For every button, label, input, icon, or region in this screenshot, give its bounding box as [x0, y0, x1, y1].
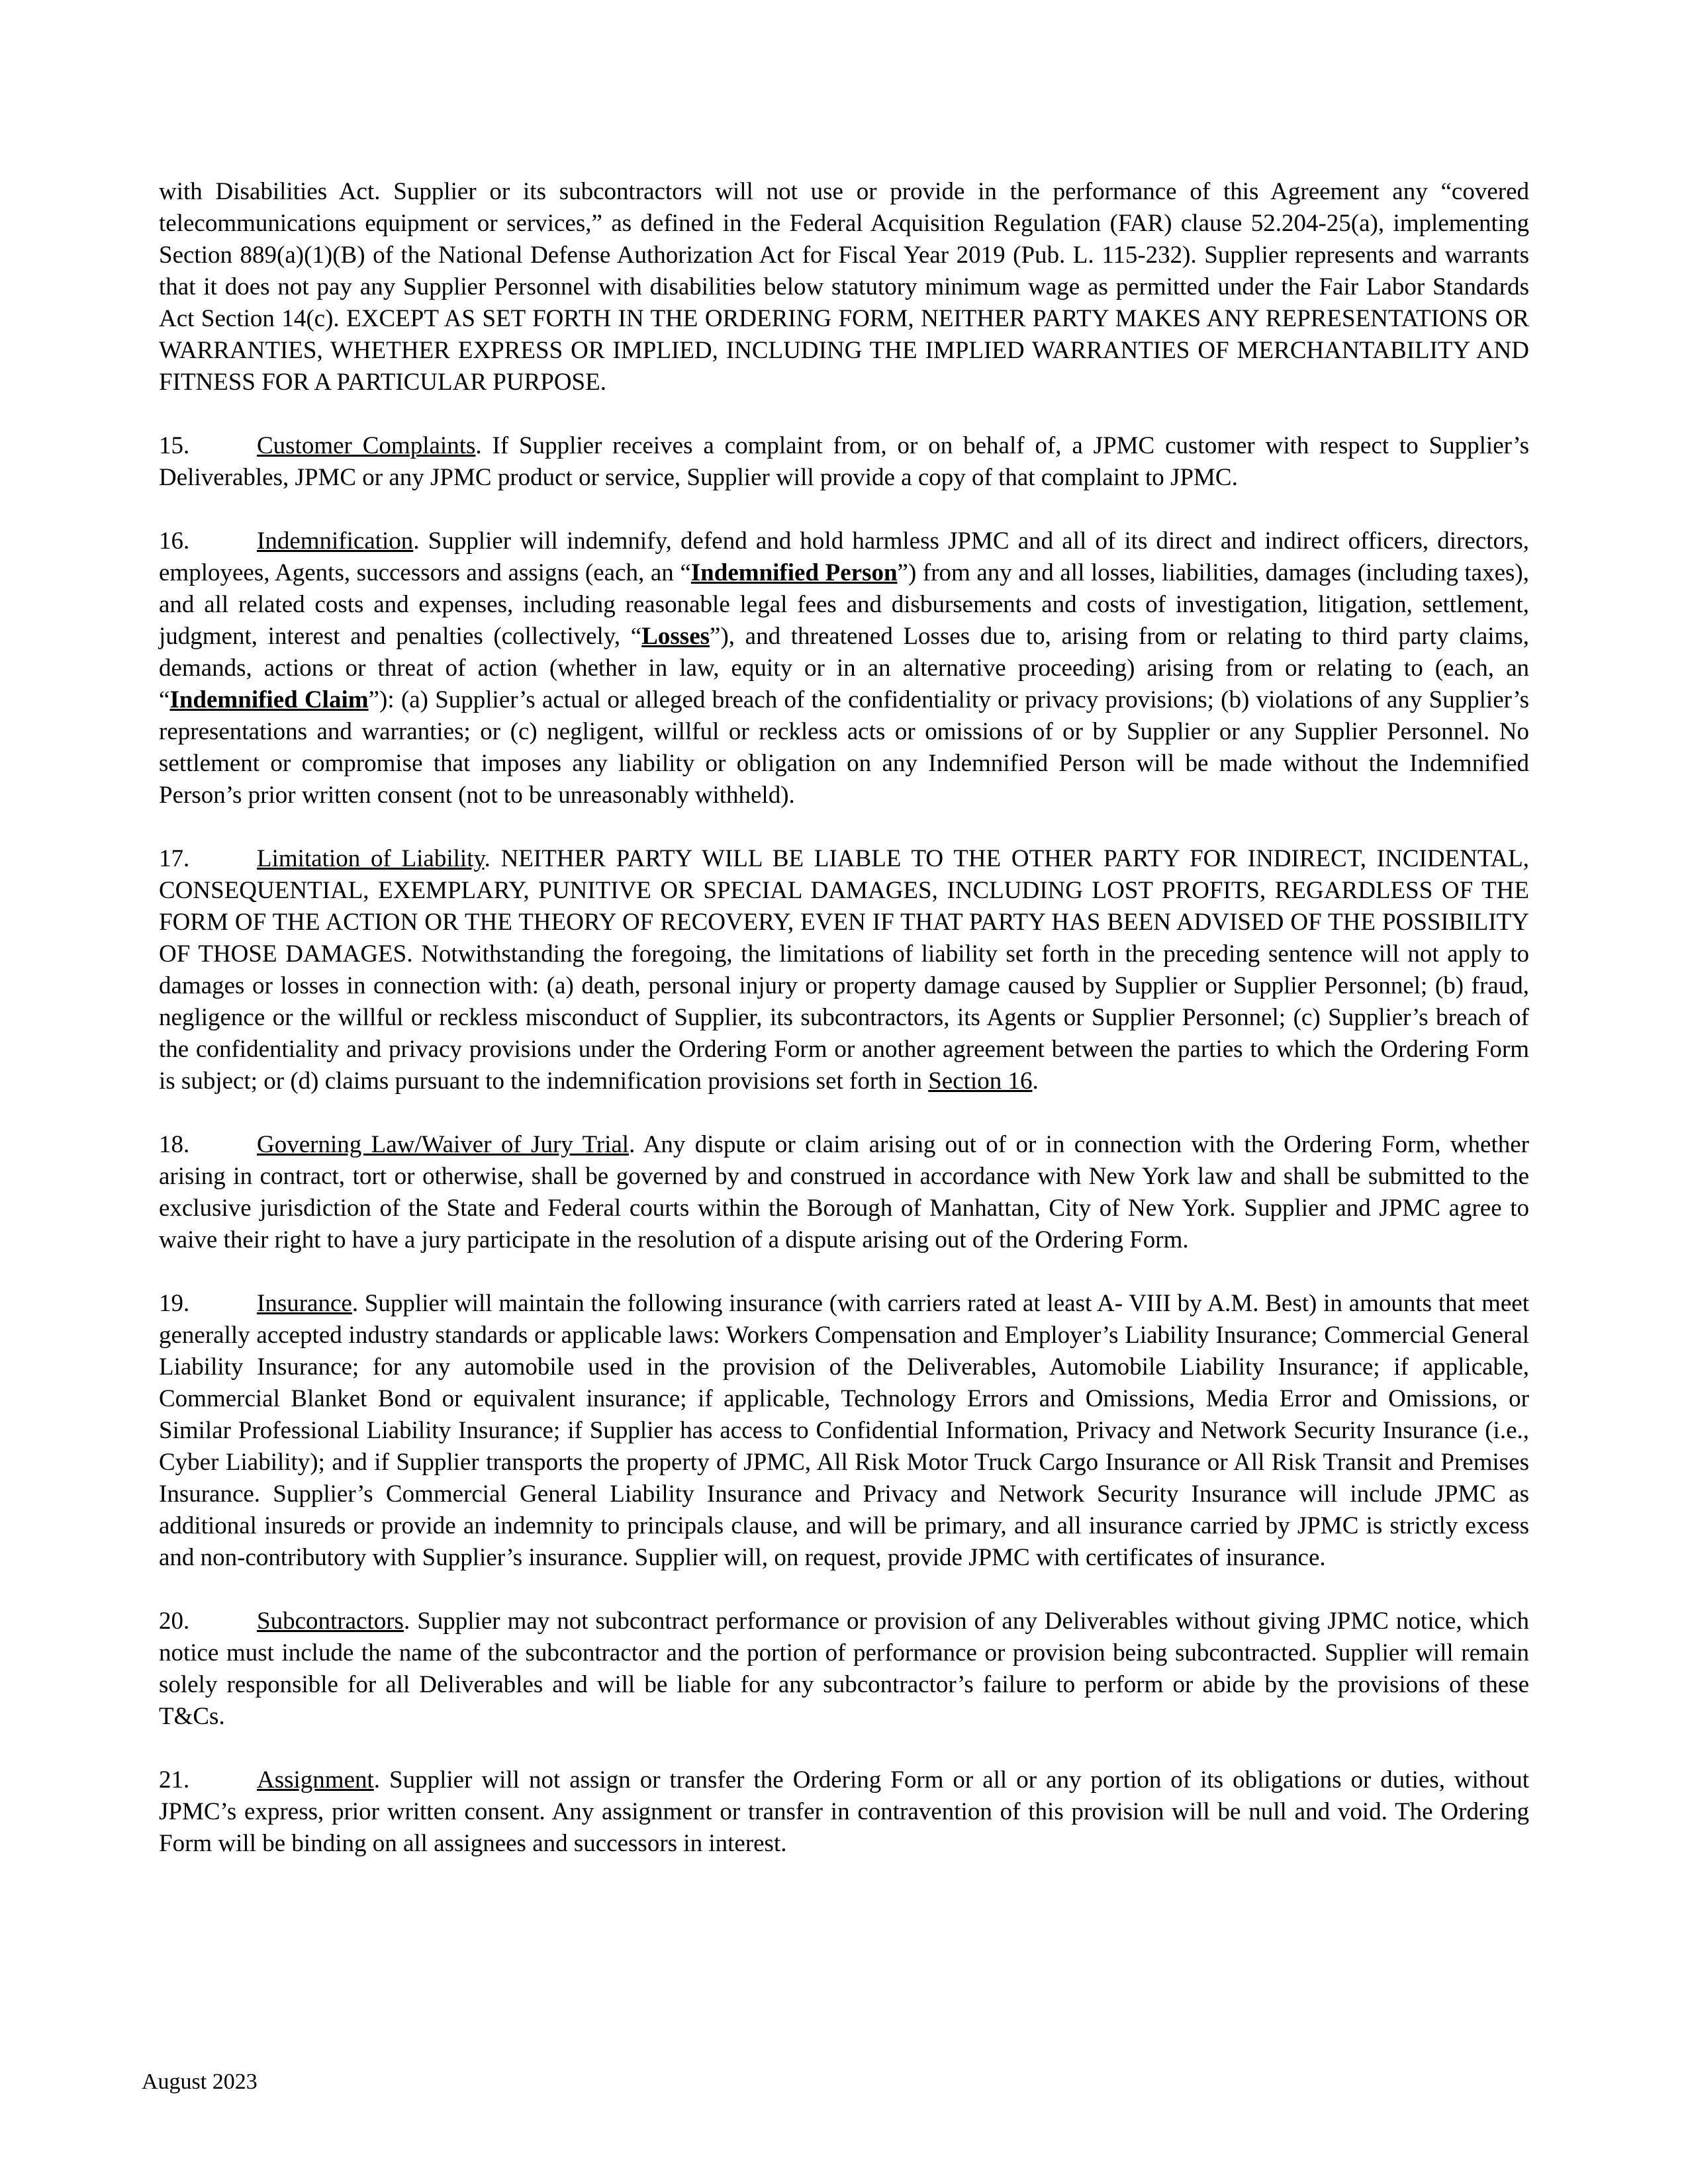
- defined-term: Indemnified Person: [690, 559, 898, 586]
- section-text: ”): (a) Supplier’s actual or alleged breach of the confidentiality or privacy provisions; (b) violations of any Supplier’s representations and warranties; or (c) negligent, willful or reckless acts or omissions of or by Supplier or any Supplier Personnel. No settlement or compromise that imposes any liability or obligation on any Indemnified Person will be made without the Indemnified Person’s prior written consent (not to be unreasonably withheld).: [159, 686, 1530, 809]
- section-number: 19.: [159, 1290, 190, 1317]
- section-19: [159, 1288, 1529, 1574]
- section-number: 16.: [159, 527, 190, 555]
- section-cross-reference: Section 16: [928, 1068, 1033, 1095]
- section-18: [159, 1129, 1529, 1256]
- section-heading: Assignment: [257, 1766, 374, 1794]
- section-number: 20.: [159, 1608, 190, 1635]
- defined-term: Indemnified Claim: [169, 686, 369, 713]
- section-text: . If Supplier receives a complaint from, or on behalf of, a JPMC customer with respect to Supplier’s Deliverables, JPMC or any JPMC product or service, Supplier will provide a copy of that complaint to JPMC.: [159, 432, 1530, 491]
- section-text: . Supplier will indemnify, defend and hold harmless JPMC and all of its direct and indirect officers, directors, employees, Agents, successors and assigns (each, an “: [159, 527, 1529, 586]
- defined-term: Losses: [641, 623, 710, 650]
- section-heading: Governing Law/Waiver of Jury Trial: [257, 1131, 630, 1158]
- section-14-text: with Disabilities Act. Supplier or its subcontractors will not use or provide in the performance of this Agreement any “covered telecommunications equipment or services,” as defined in the Federal Acquisition Regulation (FAR) clause 52.204-25(a), implementing Section 889(a)(1)(B) of the National Defense Authorization Act for Fiscal Year 2019 (Pub. L. 115-232). Supplier represents and warrants that it does not pay any Supplier Personnel with disabilities below statutory minimum wage as permitted under the Fair Labor Standards Act Section 14(c). EXCEPT AS SET FORTH IN THE ORDERING FORM, NEITHER PARTY MAKES ANY REPRESENTATIONS OR WARRANTIES, WHETHER EXPRESS OR IMPLIED, INCLUDING THE IMPLIED WARRANTIES OF MERCHANTABILITY AND FITNESS FOR A PARTICULAR PURPOSE.: [159, 178, 1529, 396]
- section-number: 18.: [159, 1131, 190, 1158]
- section-text: ”), and threatened Losses due to, arising from or relating to third party claims, demands, actions or threat of action (whether in law, equity or in an alternative proceeding) arising from or relating to (each, an “: [159, 623, 1529, 713]
- section-number: 17.: [159, 845, 190, 872]
- section-text: . Supplier may not subcontract performance or provision of any Deliverables without giving JPMC notice, which notice must include the name of the subcontractor and the portion of performance or provision being subcontracted. Supplier will remain solely responsible for all Deliverables and will be liable for any subcontractor’s failure to perform or abide by the provisions of these T&Cs.: [159, 1608, 1529, 1730]
- section-15: [159, 430, 1529, 494]
- section-text: . Any dispute or claim arising out of or in connection with the Ordering Form, whether arising in contract, tort or otherwise, shall be governed by and construed in accordance with New York law and shall be submitted to the exclusive jurisdiction of the State and Federal courts within the Borough of Manhattan, City of New York. Supplier and JPMC agree to waive their right to have a jury participate in the resolution of a dispute arising out of the Ordering Form.: [159, 1131, 1530, 1253]
- section-heading: Customer Complaints: [257, 432, 476, 459]
- section-number: 15.: [159, 432, 190, 459]
- section-number: 21.: [159, 1766, 190, 1794]
- document-body: [159, 176, 1529, 1891]
- section-14-continuation: [159, 176, 1529, 398]
- section-heading: Limitation of Liability: [257, 845, 485, 872]
- section-text: ”) from any and all losses, liabilities, damages (including taxes), and all related costs and expenses, including reasonable legal fees and disbursements and costs of investigation, litigation, settlement, judgment, interest and penalties (collectively, “: [159, 559, 1530, 650]
- section-text: . Supplier will not assign or transfer the Ordering Form or all or any portion of its obligations or duties, without JPMC’s express, prior written consent. Any assignment or transfer in contravention of this provision will be null and void. The Ordering Form will be binding on all assignees and successors in interest.: [159, 1766, 1529, 1857]
- section-21: [159, 1764, 1529, 1860]
- section-heading: Subcontractors: [257, 1608, 404, 1635]
- section-text: .: [1032, 1068, 1039, 1095]
- footer-date: August 2023: [142, 2070, 258, 2094]
- section-heading: Indemnification: [257, 527, 414, 555]
- section-17: [159, 843, 1529, 1097]
- section-text: . Supplier will maintain the following insurance (with carriers rated at least A- VIII by A.M. Best) in amounts that meet generally accepted industry standards or applicable laws: Workers Compensation and Employer’s Liability Insurance; Commercial General Liability Insurance; for any automobile used in the provision of the Deliverables, Automobile Liability Insurance; if applicable, Commercial Blanket Bond or equivalent insurance; if applicable, Technology Errors and Omissions, Media Error and Omissions, or Similar Professional Liability Insurance; if Supplier has access to Confidential Information, Privacy and Network Security Insurance (i.e., Cyber Liability); and if Supplier transports the property of JPMC, All Risk Motor Truck Cargo Insurance or All Risk Transit and Premises Insurance. Supplier’s Commercial General Liability Insurance and Privacy and Network Security Insurance will include JPMC as additional insureds or provide an indemnity to principals clause, and will be primary, and all insurance carried by JPMC is strictly excess and non-contributory with Supplier’s insurance. Supplier will, on request, provide JPMC with certificates of insurance.: [159, 1290, 1529, 1571]
- section-heading: Insurance: [257, 1290, 352, 1317]
- section-text: . NEITHER PARTY WILL BE LIABLE TO THE OTHER PARTY FOR INDIRECT, INCIDENTAL, CONSEQUENTIAL, EXEMPLARY, PUNITIVE OR SPECIAL DAMAGES, INCLUDING LOST PROFITS, REGARDLESS OF THE FORM OF THE ACTION OR THE THEORY OF RECOVERY, EVEN IF THAT PARTY HAS BEEN ADVISED OF THE POSSIBILITY OF THOSE DAMAGES. Notwithstanding the foregoing, the limitations of liability set forth in the preceding sentence will not apply to damages or losses in connection with: (a) death, personal injury or property damage caused by Supplier or Supplier Personnel; (b) fraud, negligence or the willful or reckless misconduct of Supplier, its subcontractors, its Agents or Supplier Personnel; (c) Supplier’s breach of the confidentiality and privacy provisions under the Ordering Form or another agreement between the parties to which the Ordering Form is subject; or (d) claims pursuant to the indemnification provisions set forth in: [159, 845, 1530, 1095]
- section-20: [159, 1606, 1529, 1733]
- section-16: [159, 525, 1529, 811]
